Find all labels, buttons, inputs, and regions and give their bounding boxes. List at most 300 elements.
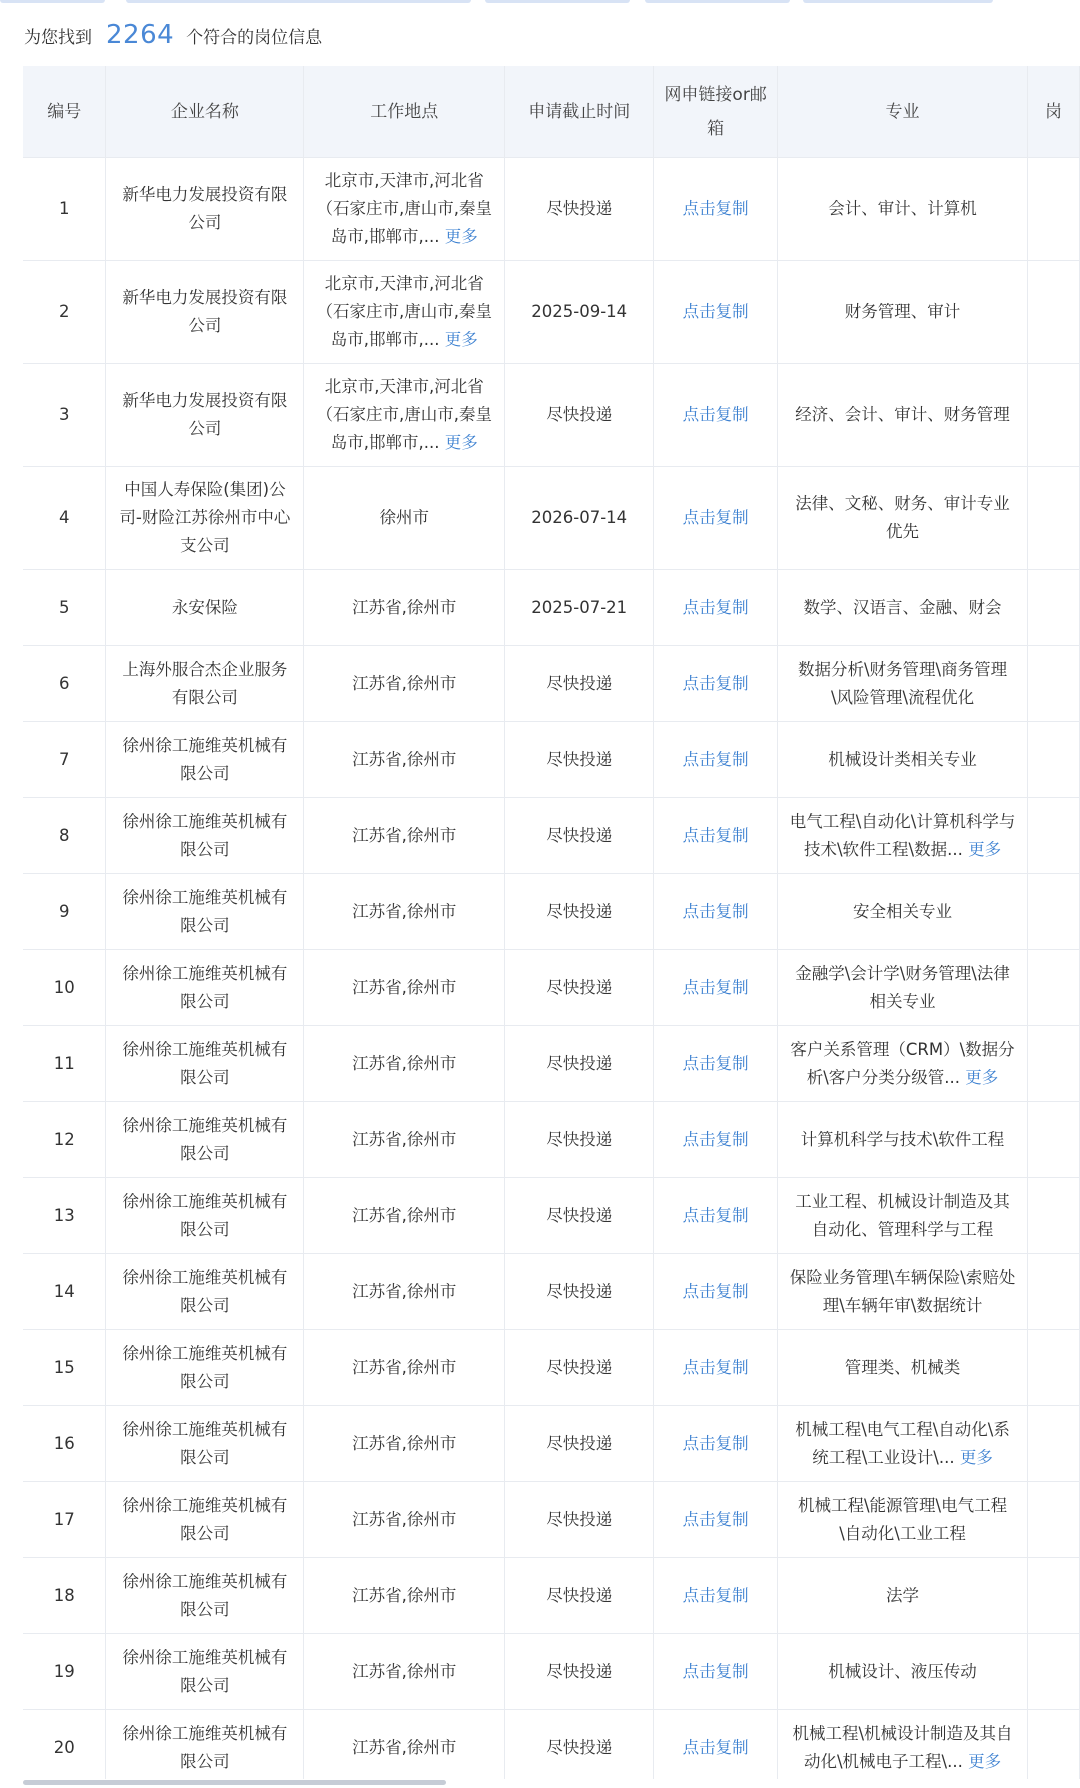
extra-cell (1027, 950, 1079, 1026)
apply-deadline-cell (505, 261, 654, 364)
work-location-cell (304, 1482, 505, 1558)
apply-deadline-cell (505, 1178, 654, 1254)
row-id: 13 (53, 1205, 75, 1225)
copy-link-cell[interactable] (654, 1558, 778, 1634)
apply-deadline: 尽快投递 (546, 673, 613, 693)
extra-cell (1027, 1102, 1079, 1178)
job-table (23, 66, 1080, 1779)
row-id: 11 (53, 1053, 75, 1073)
work-location: 北京市,天津市,河北省（石家庄市,唐山市,秦皇岛市,邯郸市,... (316, 377, 493, 452)
work-location: 江苏省,徐州市 (352, 597, 457, 617)
extra-cell (1027, 874, 1079, 950)
table-row (23, 1634, 1080, 1710)
top-tab[interactable] (0, 0, 105, 3)
apply-deadline-cell (505, 158, 654, 261)
apply-deadline-cell (505, 798, 654, 874)
header-deadline: 申请截止时间 (505, 66, 654, 158)
work-location: 江苏省,徐州市 (352, 1585, 457, 1605)
apply-deadline: 尽快投递 (546, 1661, 613, 1681)
major-requirement-cell (778, 874, 1028, 950)
row-id-cell (23, 364, 106, 467)
copy-link[interactable]: 点击复制 (682, 508, 749, 527)
company-name: 永安保险 (171, 597, 238, 617)
row-id-cell (23, 1710, 106, 1780)
company-name-cell (106, 646, 304, 722)
company-name: 徐州徐工施维英机械有限公司 (122, 811, 288, 859)
major-requirement-cell (778, 646, 1028, 722)
work-location-cell (304, 1406, 505, 1482)
company-name: 徐州徐工施维英机械有限公司 (122, 1647, 288, 1695)
apply-deadline-cell (505, 722, 654, 798)
work-location: 北京市,天津市,河北省（石家庄市,唐山市,秦皇岛市,邯郸市,... (316, 171, 493, 246)
major-requirement: 机械工程\机械设计制造及其自动化\机械电子工程\... (792, 1723, 1013, 1771)
copy-link-cell[interactable] (654, 1026, 778, 1102)
copy-link[interactable]: 点击复制 (682, 673, 749, 693)
apply-deadline: 尽快投递 (546, 1737, 613, 1757)
company-name: 徐州徐工施维英机械有限公司 (122, 1571, 288, 1619)
header-location: 工作地点 (304, 66, 505, 158)
extra-cell (1027, 1710, 1079, 1780)
table-row (23, 570, 1080, 646)
company-name-cell (106, 874, 304, 950)
row-id: 7 (58, 749, 70, 769)
company-name-cell (106, 798, 304, 874)
work-location: 江苏省,徐州市 (352, 1509, 457, 1529)
table-row (23, 1330, 1080, 1406)
work-location: 江苏省,徐州市 (352, 1357, 457, 1377)
table-row (23, 874, 1080, 950)
major-requirement: 机械设计类相关专业 (828, 749, 977, 769)
row-id-cell (23, 467, 106, 570)
header-link: 网申链接or邮箱 (654, 66, 778, 158)
table-row (23, 1254, 1080, 1330)
extra-cell (1027, 364, 1079, 467)
table-row (23, 722, 1080, 798)
major-requirement-cell (778, 1482, 1028, 1558)
apply-deadline: 尽快投递 (546, 1129, 613, 1149)
major-requirement-cell (778, 1254, 1028, 1330)
row-id-cell (23, 1102, 106, 1178)
row-id: 15 (53, 1357, 75, 1377)
major-requirement-cell (778, 1178, 1028, 1254)
row-id: 2 (58, 302, 70, 321)
table-row (23, 950, 1080, 1026)
work-location-cell (304, 1710, 505, 1780)
major-requirement: 会计、审计、计算机 (828, 199, 977, 218)
copy-link[interactable]: 点击复制 (682, 1129, 749, 1149)
header-major: 专业 (778, 66, 1028, 158)
work-location-cell (304, 1330, 505, 1406)
company-name-cell (106, 1558, 304, 1634)
major-requirement-cell (778, 1634, 1028, 1710)
extra-cell (1027, 1178, 1079, 1254)
company-name: 徐州徐工施维英机械有限公司 (122, 1419, 288, 1467)
copy-link[interactable]: 点击复制 (682, 1053, 749, 1073)
company-name: 新华电力发展投资有限公司 (122, 185, 288, 232)
company-name: 上海外服合杰企业服务有限公司 (122, 659, 288, 707)
work-location: 江苏省,徐州市 (352, 1433, 457, 1453)
copy-link-cell[interactable] (654, 570, 778, 646)
copy-link[interactable]: 点击复制 (682, 749, 749, 769)
apply-deadline: 尽快投递 (546, 1357, 613, 1377)
work-location: 江苏省,徐州市 (352, 1737, 457, 1757)
table-header-row (23, 66, 1080, 158)
company-name: 新华电力发展投资有限公司 (122, 391, 288, 438)
company-name-cell (106, 570, 304, 646)
table-row (23, 467, 1080, 570)
extra-cell (1027, 646, 1079, 722)
copy-link[interactable]: 点击复制 (682, 1205, 749, 1225)
row-id: 18 (53, 1585, 75, 1605)
row-id: 6 (58, 673, 70, 693)
major-requirement-cell (778, 1710, 1028, 1780)
copy-link-cell[interactable] (654, 158, 778, 261)
table-row (23, 1482, 1080, 1558)
row-id-cell (23, 1634, 106, 1710)
apply-deadline-cell (505, 1330, 654, 1406)
company-name-cell (106, 1254, 304, 1330)
more-link[interactable]: 更多 (968, 1751, 1002, 1771)
table-row (23, 646, 1080, 722)
company-name: 徐州徐工施维英机械有限公司 (122, 1115, 288, 1163)
apply-deadline-cell (505, 950, 654, 1026)
company-name-cell (106, 1102, 304, 1178)
company-name-cell (106, 261, 304, 364)
company-name-cell (106, 1482, 304, 1558)
work-location: 徐州市 (379, 508, 430, 527)
major-requirement: 工业工程、机械设计制造及其自动化、管理科学与工程 (795, 1191, 1010, 1239)
work-location-cell (304, 158, 505, 261)
work-location-cell (304, 1178, 505, 1254)
major-requirement-cell (778, 570, 1028, 646)
major-requirement-cell (778, 1558, 1028, 1634)
copy-link[interactable]: 点击复制 (682, 1433, 749, 1453)
apply-deadline-cell (505, 1710, 654, 1780)
work-location-cell (304, 1254, 505, 1330)
work-location-cell (304, 261, 505, 364)
row-id: 10 (53, 977, 75, 997)
major-requirement-cell (778, 722, 1028, 798)
work-location-cell (304, 950, 505, 1026)
more-link[interactable]: 更多 (444, 433, 478, 452)
company-name-cell (106, 1330, 304, 1406)
result-count: 2264 (106, 20, 175, 50)
table-row (23, 1406, 1080, 1482)
work-location: 江苏省,徐州市 (352, 901, 457, 921)
extra-cell (1027, 1634, 1079, 1710)
work-location: 北京市,天津市,河北省（石家庄市,唐山市,秦皇岛市,邯郸市,... (316, 274, 493, 349)
company-name: 徐州徐工施维英机械有限公司 (122, 1723, 288, 1771)
company-name: 徐州徐工施维英机械有限公司 (122, 1039, 288, 1087)
table-row (23, 1710, 1080, 1780)
more-link[interactable]: 更多 (968, 839, 1002, 859)
major-requirement: 法学 (886, 1585, 920, 1605)
copy-link[interactable]: 点击复制 (682, 1281, 749, 1301)
apply-deadline: 尽快投递 (546, 1053, 613, 1073)
company-name-cell (106, 467, 304, 570)
apply-deadline: 尽快投递 (546, 1585, 613, 1605)
row-id: 9 (58, 901, 70, 921)
apply-deadline-cell (505, 364, 654, 467)
copy-link[interactable]: 点击复制 (682, 1585, 749, 1605)
work-location: 江苏省,徐州市 (352, 1661, 457, 1681)
apply-deadline-cell (505, 570, 654, 646)
major-requirement-cell (778, 950, 1028, 1026)
extra-cell (1027, 1254, 1079, 1330)
major-requirement: 法律、文秘、财务、审计专业优先 (795, 494, 1010, 541)
extra-cell (1027, 1330, 1079, 1406)
apply-deadline-cell (505, 874, 654, 950)
major-requirement-cell (778, 1026, 1028, 1102)
copy-link[interactable]: 点击复制 (682, 901, 749, 921)
company-name: 徐州徐工施维英机械有限公司 (122, 1343, 288, 1391)
copy-link-cell[interactable] (654, 1482, 778, 1558)
major-requirement-cell (778, 798, 1028, 874)
major-requirement-cell (778, 158, 1028, 261)
apply-deadline: 尽快投递 (546, 1281, 613, 1301)
major-requirement: 数学、汉语言、金融、财会 (803, 597, 1002, 617)
extra-cell (1027, 261, 1079, 364)
work-location-cell (304, 467, 505, 570)
company-name-cell (106, 1178, 304, 1254)
apply-deadline: 尽快投递 (546, 199, 613, 218)
copy-link[interactable]: 点击复制 (682, 597, 749, 617)
company-name: 徐州徐工施维英机械有限公司 (122, 963, 288, 1011)
extra-cell (1027, 722, 1079, 798)
work-location-cell (304, 722, 505, 798)
apply-deadline: 尽快投递 (546, 1205, 613, 1225)
header-company: 企业名称 (106, 66, 304, 158)
row-id-cell (23, 1482, 106, 1558)
copy-link-cell[interactable] (654, 950, 778, 1026)
extra-cell (1027, 1558, 1079, 1634)
work-location: 江苏省,徐州市 (352, 1053, 457, 1073)
work-location-cell (304, 1634, 505, 1710)
company-name: 中国人寿保险(集团)公司-财险江苏徐州市中心支公司 (119, 480, 291, 555)
more-link[interactable]: 更多 (965, 1067, 999, 1087)
company-name-cell (106, 1710, 304, 1780)
work-location-cell (304, 1102, 505, 1178)
extra-cell (1027, 158, 1079, 261)
more-link[interactable]: 更多 (444, 330, 478, 349)
company-name-cell (106, 1406, 304, 1482)
extra-cell (1027, 467, 1079, 570)
apply-deadline-cell (505, 1102, 654, 1178)
row-id-cell (23, 1406, 106, 1482)
row-id: 3 (58, 405, 70, 424)
copy-link-cell[interactable] (654, 467, 778, 570)
work-location-cell (304, 1558, 505, 1634)
copy-link-cell[interactable] (654, 261, 778, 364)
work-location-cell (304, 364, 505, 467)
row-id: 20 (53, 1737, 75, 1757)
row-id-cell (23, 1178, 106, 1254)
row-id-cell (23, 261, 106, 364)
copy-link[interactable]: 点击复制 (682, 1509, 749, 1529)
company-name-cell (106, 950, 304, 1026)
copy-link[interactable]: 点击复制 (682, 302, 749, 321)
company-name-cell (106, 1634, 304, 1710)
row-id: 1 (58, 199, 70, 218)
row-id: 19 (53, 1661, 75, 1681)
copy-link[interactable]: 点击复制 (682, 1357, 749, 1377)
extra-cell (1027, 1026, 1079, 1102)
company-name: 徐州徐工施维英机械有限公司 (122, 1191, 288, 1239)
row-id-cell (23, 158, 106, 261)
copy-link[interactable]: 点击复制 (682, 825, 749, 845)
company-name-cell (106, 364, 304, 467)
major-requirement-cell (778, 1406, 1028, 1482)
major-requirement: 管理类、机械类 (844, 1357, 961, 1377)
copy-link-cell[interactable] (654, 798, 778, 874)
summary-prefix: 为您找到 (24, 27, 92, 48)
copy-link-cell[interactable] (654, 364, 778, 467)
major-requirement-cell (778, 1330, 1028, 1406)
major-requirement: 电气工程\自动化\计算机科学与技术\软件工程\数据... (789, 811, 1016, 859)
work-location: 江苏省,徐州市 (352, 749, 457, 769)
copy-link-cell[interactable] (654, 722, 778, 798)
work-location: 江苏省,徐州市 (352, 1205, 457, 1225)
major-requirement: 金融学\会计学\财务管理\法律相关专业 (795, 963, 1010, 1011)
apply-deadline: 尽快投递 (546, 825, 613, 845)
top-tab[interactable] (645, 0, 790, 3)
work-location: 江苏省,徐州市 (352, 825, 457, 845)
row-id: 12 (53, 1129, 75, 1149)
copy-link[interactable]: 点击复制 (682, 405, 749, 424)
company-name: 徐州徐工施维英机械有限公司 (122, 1267, 288, 1315)
job-table-container[interactable] (23, 66, 1080, 1779)
horizontal-scrollbar[interactable] (23, 1780, 446, 1785)
top-tab[interactable] (485, 0, 630, 3)
major-requirement: 财务管理、审计 (844, 302, 961, 321)
row-id-cell (23, 950, 106, 1026)
row-id: 4 (58, 508, 70, 527)
copy-link-cell[interactable] (654, 1254, 778, 1330)
more-link[interactable]: 更多 (959, 1447, 993, 1467)
major-requirement-cell (778, 261, 1028, 364)
row-id: 8 (58, 825, 70, 845)
row-id: 16 (53, 1433, 75, 1453)
apply-deadline-cell (505, 1026, 654, 1102)
row-id-cell (23, 798, 106, 874)
copy-link[interactable]: 点击复制 (682, 199, 749, 218)
extra-cell (1027, 1482, 1079, 1558)
row-id-cell (23, 1330, 106, 1406)
row-id-cell (23, 570, 106, 646)
copy-link-cell[interactable] (654, 646, 778, 722)
major-requirement-cell (778, 364, 1028, 467)
row-id: 5 (58, 597, 70, 617)
apply-deadline: 尽快投递 (546, 749, 613, 769)
apply-deadline-cell (505, 1482, 654, 1558)
apply-deadline-cell (505, 1254, 654, 1330)
apply-deadline-cell (505, 646, 654, 722)
apply-deadline-cell (505, 1406, 654, 1482)
more-link[interactable]: 更多 (444, 227, 478, 246)
result-summary (24, 20, 322, 50)
extra-cell (1027, 1406, 1079, 1482)
summary-suffix: 个符合的岗位信息 (186, 27, 323, 48)
copy-link-cell[interactable] (654, 874, 778, 950)
row-id: 14 (53, 1281, 75, 1301)
header-extra: 岗 (1027, 66, 1079, 158)
header-id: 编号 (23, 66, 106, 158)
table-row (23, 364, 1080, 467)
table-row (23, 1026, 1080, 1102)
apply-deadline: 尽快投递 (546, 977, 613, 997)
work-location-cell (304, 646, 505, 722)
table-row (23, 261, 1080, 364)
copy-link[interactable]: 点击复制 (682, 1661, 749, 1681)
copy-link-cell[interactable] (654, 1710, 778, 1780)
apply-deadline-cell (505, 1634, 654, 1710)
copy-link[interactable]: 点击复制 (682, 977, 749, 997)
apply-deadline: 尽快投递 (546, 901, 613, 921)
apply-deadline: 尽快投递 (546, 405, 613, 424)
copy-link[interactable]: 点击复制 (682, 1737, 749, 1757)
top-tab-strip (0, 0, 1080, 3)
company-name-cell (106, 722, 304, 798)
work-location-cell (304, 570, 505, 646)
work-location-cell (304, 798, 505, 874)
work-location: 江苏省,徐州市 (352, 1129, 457, 1149)
company-name: 徐州徐工施维英机械有限公司 (122, 1495, 288, 1543)
major-requirement: 机械工程\电气工程\自动化\系统工程\工业设计\... (795, 1419, 1010, 1467)
apply-deadline: 尽快投递 (546, 1509, 613, 1529)
copy-link-cell[interactable] (654, 1634, 778, 1710)
apply-deadline: 2026-07-14 (531, 508, 628, 527)
major-requirement: 保险业务管理\车辆保险\索赔处理\车辆年审\数据统计 (789, 1267, 1016, 1315)
copy-link-cell[interactable] (654, 1330, 778, 1406)
table-row (23, 1558, 1080, 1634)
work-location: 江苏省,徐州市 (352, 673, 457, 693)
company-name: 徐州徐工施维英机械有限公司 (122, 887, 288, 935)
top-tab[interactable] (126, 0, 471, 3)
table-row (23, 1102, 1080, 1178)
major-requirement: 计算机科学与技术\软件工程 (800, 1129, 1005, 1149)
major-requirement: 数据分析\财务管理\商务管理\风险管理\流程优化 (797, 659, 1008, 707)
table-row (23, 798, 1080, 874)
major-requirement: 经济、会计、审计、财务管理 (795, 405, 1010, 424)
work-location: 江苏省,徐州市 (352, 977, 457, 997)
major-requirement-cell (778, 1102, 1028, 1178)
apply-deadline-cell (505, 1558, 654, 1634)
copy-link-cell[interactable] (654, 1178, 778, 1254)
extra-cell (1027, 570, 1079, 646)
copy-link-cell[interactable] (654, 1102, 778, 1178)
copy-link-cell[interactable] (654, 1406, 778, 1482)
major-requirement: 机械工程\能源管理\电气工程\自动化\工业工程 (797, 1495, 1008, 1543)
apply-deadline: 2025-09-14 (531, 302, 628, 321)
row-id-cell (23, 1254, 106, 1330)
apply-deadline: 2025-07-21 (531, 597, 628, 617)
top-tab[interactable] (803, 0, 993, 3)
row-id-cell (23, 646, 106, 722)
apply-deadline: 尽快投递 (546, 1433, 613, 1453)
work-location-cell (304, 874, 505, 950)
row-id-cell (23, 1026, 106, 1102)
work-location: 江苏省,徐州市 (352, 1281, 457, 1301)
row-id-cell (23, 874, 106, 950)
major-requirement: 客户关系管理（CRM）\数据分析\客户分类分级管... (790, 1039, 1015, 1087)
row-id-cell (23, 722, 106, 798)
apply-deadline-cell (505, 467, 654, 570)
work-location-cell (304, 1026, 505, 1102)
company-name: 新华电力发展投资有限公司 (122, 288, 288, 335)
row-id-cell (23, 1558, 106, 1634)
extra-cell (1027, 798, 1079, 874)
major-requirement: 机械设计、液压传动 (828, 1661, 977, 1681)
